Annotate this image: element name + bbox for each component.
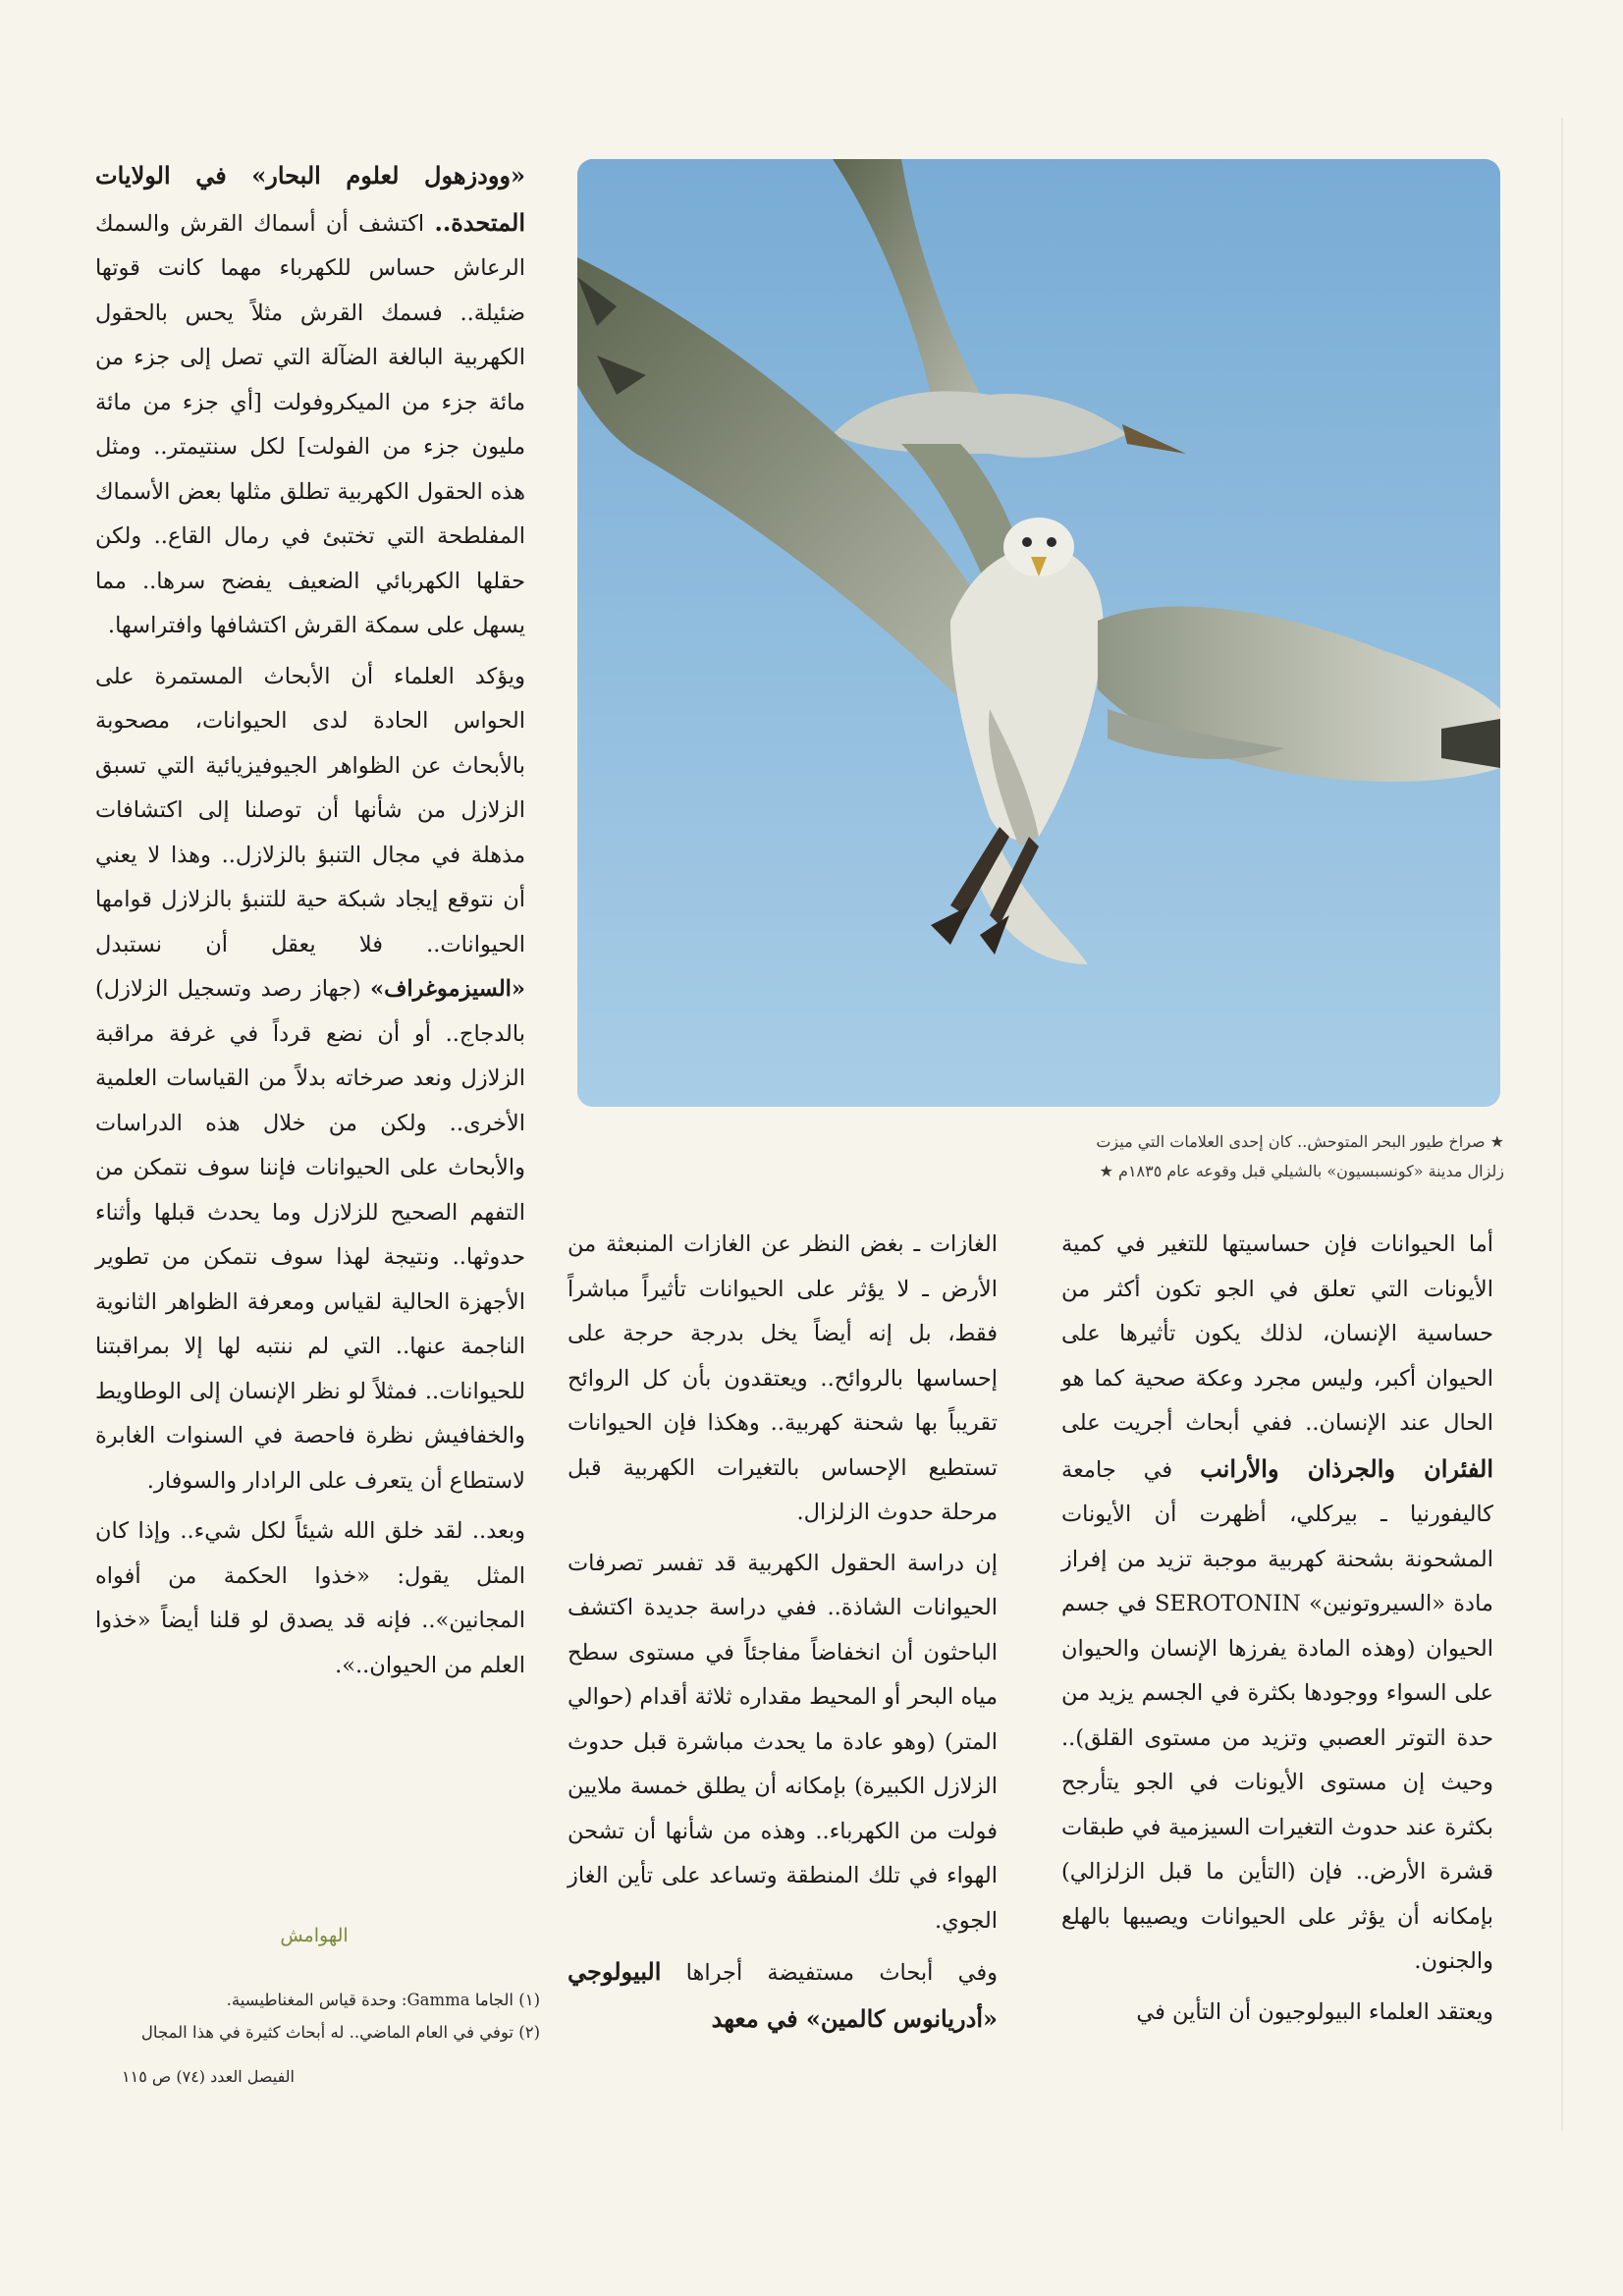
institute-name: «وودزهول لعلوم البحار» في الولايات المتحدة.. bbox=[95, 161, 525, 237]
left-paragraph-3: وبعد.. لقد خلق الله شيئاً لكل شيء.. وإذا كان المثل يقول: «خذوا الحكمة من أفواه المجانين».. فإنه قد يصدق لو قلنا أيضاً «خذوا العلم من الحيوان..». bbox=[95, 1518, 525, 1678]
seismograph-term: «السيزموغراف» bbox=[370, 976, 525, 1002]
caption-line-1: ★ صراخ طيور البحر المتوحش.. كان إحدى العلامات التي ميزت bbox=[1096, 1132, 1504, 1151]
footnote-1: (١) الجاما Gamma: وحدة قياس المغناطيسية. bbox=[226, 1991, 540, 2009]
right-column bbox=[1061, 1223, 1493, 2041]
right-paragraph-2: ويعتقد العلماء البيولوجيون أن التأين في bbox=[1136, 1998, 1493, 2025]
researcher-name: البيولوجي «أدريانوس كالمين» في معهد bbox=[568, 1957, 998, 2033]
seagulls-illustration bbox=[577, 159, 1500, 1107]
footnote-2: (٢) توفي في العام الماضي.. له أبحاث كثيرة في هذا المجال bbox=[140, 2023, 540, 2042]
middle-paragraph-3: وفي أبحاث مستفيضة أجراها البيولوجي «أدريانوس كالمين» في معهد bbox=[568, 1957, 998, 2033]
left-column bbox=[95, 153, 525, 1694]
footnotes-title: الهوامش bbox=[280, 1925, 349, 1946]
left-paragraph-2: ويؤكد العلماء أن الأبحاث المستمرة على الحواس الحادة لدى الحيوانات، مصحوبة بالأبحاث عن الظواهر الجيوفيزيائية التي تسبق الزلازل من شأنها أن توصلنا إلى اكتشافات مذهلة في مجال التنبؤ بالزلازل.. وهذا لا يعني أن نتوقع إيجاد شبكة حية للتنبؤ بالزلازل قوامها الحيوانات.. فلا يعقل أن نستبدل «السيزموغراف» (جهاز رصد وتسجيل الزلازل) بالدجاج.. أو أن نضع قرداً في غرفة مراقبة الزلازل ونعد صرخاته بدلاً من القياسات العلمية الأخرى.. ولكن من خلال هذه الدراسات والأبحاث على الحيوانات فإننا سوف نتمكن من التفهم الصحيح للزلازل وما يحدث قبلها وأثناء حدوثها.. ونتيجة لهذا سوف نتمكن من تطوير الأجهزة الحالية لقياس ومعرفة الظواهر الثانوية الناجمة عنها.. التي لم ننتبه لها إلا بمراقبتنا للحيوانات.. فمثلاً لو نظر الإنسان إلى الوطاويط والخفافيش نظرة فاحصة في السنوات الغابرة لاستطاع أن يتعرف على الرادار والسوفار. bbox=[95, 663, 525, 1494]
footnotes bbox=[69, 1984, 540, 2049]
middle-paragraph-2: إن دراسة الحقول الكهربية قد تفسر تصرفات الحيوانات الشاذة.. ففي دراسة جديدة اكتشف الباحثون أن انخفاضاً مفاجئاً في مستوى سطح مياه البحر أو المحيط مقداره ثلاثة أقدام (حوالي المتر) (وهو عادة ما يحدث مباشرة قبل حدوث الزلازل الكبيرة) بإمكانه أن يطلق خمسة ملايين فولت من الكهرباء.. وهذه من شأنها أن تشحن الهواء في تلك المنطقة وتساعد على تأين الغاز الجوي. bbox=[568, 1550, 998, 1934]
page-folio: الفيصل العدد (٧٤) ص ١١٥ bbox=[122, 2067, 295, 2086]
caption-line-2: زلزال مدينة «كونسبسيون» بالشيلي قبل وقوعه عام ١٨٣٥م ★ bbox=[1099, 1162, 1504, 1180]
animals-term: الفئران والجرذان والأرانب bbox=[1200, 1453, 1493, 1483]
middle-column bbox=[568, 1223, 998, 2049]
left-paragraph-1: «وودزهول لعلوم البحار» في الولايات المتحدة.. اكتشف أن أسماك القرش والسمك الرعاش حساس للكهرباء مهما كانت قوتها ضئيلة.. فسمك القرش مثلاً يحس بالحقول الكهربية البالغة الضآلة التي تصل إلى جزء من مائة جزء من الميكروفولت [أي جزء من مائة مليون جزء من الفولت] لكل سنتيمتر.. ومثل هذه الحقول الكهربية تطلق مثلها بعض الأسماك المفلطحة التي تختبئ في رمال القاع.. ولكن حقلها الكهربائي الضعيف يفضح سرها.. مما يسهل على سمكة القرش اكتشافها وافتراسها. bbox=[95, 161, 525, 638]
photo-caption bbox=[844, 1127, 1504, 1186]
page-edge-shadow bbox=[1561, 118, 1563, 2131]
right-paragraph-1: أما الحيوانات فإن حساسيتها للتغير في كمية الأيونات التي تعلق في الجو تكون أكثر من حساسية الإنسان، لذلك يكون تأثيرها على الحيوان أكبر، وليس مجرد وعكة صحية كما هو الحال عند الإنسان.. ففي أبحاث أجريت على الفئران والجرذان والأرانب في جامعة كاليفورنيا ـ بيركلي، أظهرت أن الأيونات المشحونة بشحنة كهربية موجبة تزيد من إفراز مادة «السيروتونين» SEROTONIN في جسم الحيوان (وهذه المادة يفرزها الإنسان والحيوان على السواء ووجودها بكثرة في الجسم يزيد من حدة التوتر العصبي وتزيد من مستوى القلق).. وحيث إن مستوى الأيونات في الجو يتأرجح بكثرة عند حدوث التغيرات السيزمية في طبقات قشرة الأرض.. فإن (التأين ما قبل الزلزالي) بإمكانه أن يؤثر على الحيوانات ويصيبها بالهلع والجنون. bbox=[1061, 1231, 1493, 1974]
middle-paragraph-1: الغازات ـ بغض النظر عن الغازات المنبعثة من الأرض ـ لا يؤثر على الحيوانات تأثيراً مباشراً فقط، بل إنه أيضاً يخل بدرجة حرجة على إحساسها بالروائح.. ويعتقدون بأن كل الروائح تقريباً بها شحنة كهربية.. وهكذا فإن الحيوانات تستطيع الإحساس بالتغيرات الكهربية قبل مرحلة حدوث الزلزال. bbox=[568, 1231, 998, 1525]
seagulls-photo bbox=[577, 159, 1500, 1107]
